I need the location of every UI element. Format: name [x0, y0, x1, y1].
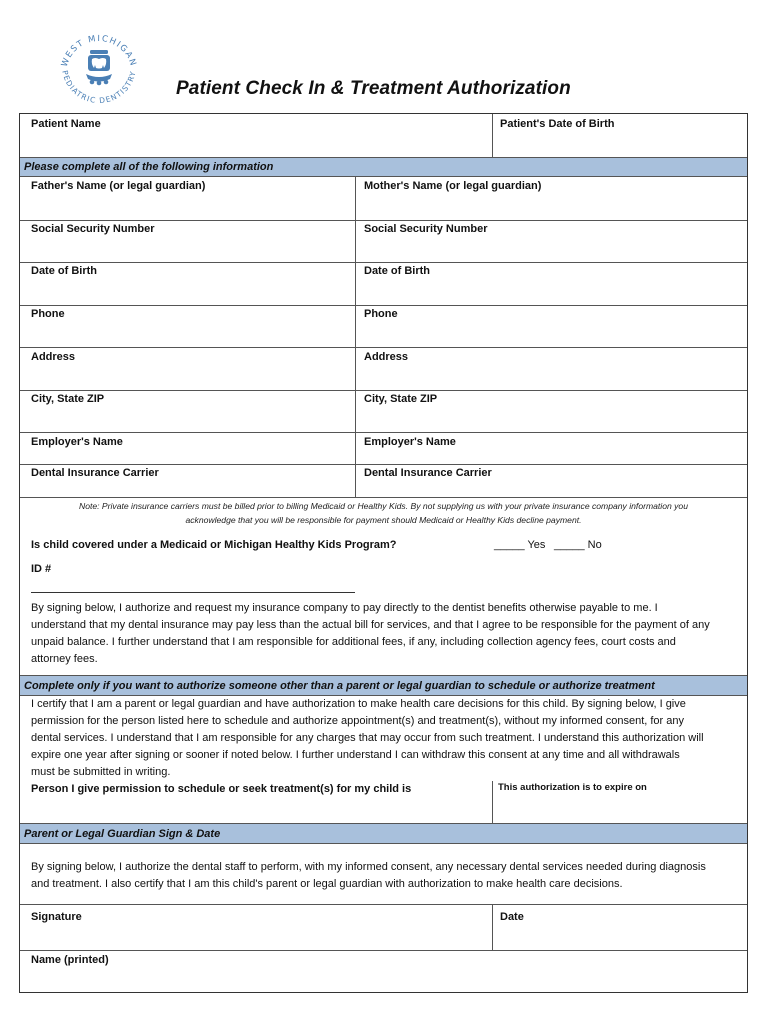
medicaid-id-field[interactable]	[31, 592, 355, 593]
row-divider	[20, 390, 747, 391]
other-auth-line-4: expire one year after signing or sooner if noted below. I further understand I can withdraw this consent at any time and all withdrawals	[31, 749, 680, 761]
parents-section-header-text: Please complete all of the following information	[24, 161, 274, 173]
row-divider	[20, 904, 747, 905]
other-auth-line-1: I certify that I am a parent or legal guardian and have authorization to make health care decisions for this child. By signing below, I give	[31, 698, 686, 710]
other-auth-line-3: dental services. I understand that I am responsible for any charges that may occur from such treatment. I understand this authorization will	[31, 732, 704, 744]
date-label: Date	[500, 911, 524, 923]
insurance-auth-line-4: attorney fees.	[31, 653, 98, 665]
page-title: Patient Check In & Treatment Authorization	[176, 78, 571, 99]
row-divider	[20, 220, 747, 221]
patient-name-field[interactable]	[20, 114, 492, 157]
permitted-person-label: Person I give permission to schedule or seek treatment(s) for my child is	[31, 783, 412, 795]
insurance-note-line-1: Note: Private insurance carriers must be billed prior to billing Medicaid or Healthy Kids. By not supplying us with your private insurance company information you	[78, 501, 688, 511]
father-employer-label: Employer's Name	[31, 436, 123, 448]
svg-text:PEDIATRIC DENTISTRY	[60, 70, 137, 106]
other-person-section-header	[20, 675, 747, 696]
printed-name-label: Name (printed)	[31, 954, 109, 966]
permitted-person-field[interactable]	[20, 798, 492, 823]
sign-section-header	[20, 823, 747, 844]
insurance-auth-line-3: unpaid balance. I further understand that I am responsible for additional fees, if any, including collection agency fees, court costs and	[31, 636, 676, 648]
printed-name-field[interactable]	[20, 970, 749, 992]
row-divider	[20, 347, 747, 348]
patient-name-label: Patient Name	[31, 118, 101, 130]
insurance-auth-line-2: understand that my dental insurance may pay less than the actual bill for services, and that I agree to be responsible for the payment of any	[31, 619, 710, 631]
father-address-label: Address	[31, 351, 76, 363]
father-ssn-label: Social Security Number	[31, 223, 155, 235]
medicaid-yes-option[interactable]: _____ Yes	[494, 539, 546, 551]
patient-dob-field[interactable]	[493, 114, 749, 157]
mother-dob-label: Date of Birth	[364, 265, 430, 277]
mother-name-label: Mother's Name (or legal guardian)	[364, 180, 542, 192]
sign-consent-line-2: and treatment. I also certify that I am this child's parent or legal guardian with authorization to make health care decisions.	[31, 878, 623, 890]
parents-section-header	[20, 157, 747, 177]
sign-consent-line-1: By signing below, I authorize the dental staff to perform, with my informed consent, any necessary dental services needed during diagnosis	[31, 861, 706, 873]
mother-address-label: Address	[364, 351, 409, 363]
medicaid-question: Is child covered under a Medicaid or Michigan Healthy Kids Program?	[31, 539, 397, 551]
logo-arc-top: WEST MICHIGAN	[59, 33, 139, 69]
other-auth-line-2: permission for the person listed here to schedule and authorize appointment(s) and treatment(s), without my informed consent, for any	[31, 715, 685, 727]
date-field[interactable]	[493, 926, 749, 950]
mother-employer-label: Employer's Name	[364, 436, 456, 448]
row-divider	[20, 305, 747, 306]
check-in-form	[19, 113, 748, 993]
other-person-section-header-text: Complete only if you want to authorize someone other than a parent or legal guardian to schedule or authorize treatment	[24, 680, 655, 692]
father-name-label: Father's Name (or legal guardian)	[31, 180, 206, 192]
patient-dob-label: Patient's Date of Birth	[500, 118, 615, 130]
mother-phone-label: Phone	[364, 308, 398, 320]
parents-grid-divider	[355, 177, 356, 497]
row-divider	[20, 262, 747, 263]
signature-field[interactable]	[20, 926, 492, 950]
row-divider	[20, 464, 747, 465]
father-insurance-label: Dental Insurance Carrier	[31, 467, 159, 479]
authorization-expire-field[interactable]	[493, 798, 749, 823]
logo-arc-bottom: PEDIATRIC DENTISTRY	[60, 69, 138, 106]
father-dob-label: Date of Birth	[31, 265, 97, 277]
father-phone-label: Phone	[31, 308, 65, 320]
other-auth-line-5: must be submitted in writing.	[31, 766, 171, 778]
authorization-expire-label: This authorization is to expire on	[498, 782, 647, 793]
father-city-label: City, State ZIP	[31, 393, 105, 405]
row-divider	[20, 497, 747, 498]
insurance-note-line-2: acknowledge that you will be responsible for payment should Medicaid or Healthy Kids decline payment.	[185, 515, 582, 525]
medicaid-no-option[interactable]: _____ No	[554, 539, 602, 551]
practice-logo	[52, 22, 144, 114]
mother-ssn-label: Social Security Number	[364, 223, 488, 235]
sign-section-header-text: Parent or Legal Guardian Sign & Date	[24, 828, 221, 840]
insurance-auth-line-1: By signing below, I authorize and request my insurance company to pay directly to the dentist benefits otherwise payable to me. I	[31, 602, 658, 614]
row-divider	[20, 950, 747, 951]
signature-label: Signature	[31, 911, 82, 923]
row-divider	[20, 432, 747, 433]
mother-insurance-label: Dental Insurance Carrier	[364, 467, 492, 479]
medicaid-id-label: ID #	[31, 563, 52, 575]
mother-city-label: City, State ZIP	[364, 393, 438, 405]
tooth-logo-icon	[86, 50, 112, 85]
